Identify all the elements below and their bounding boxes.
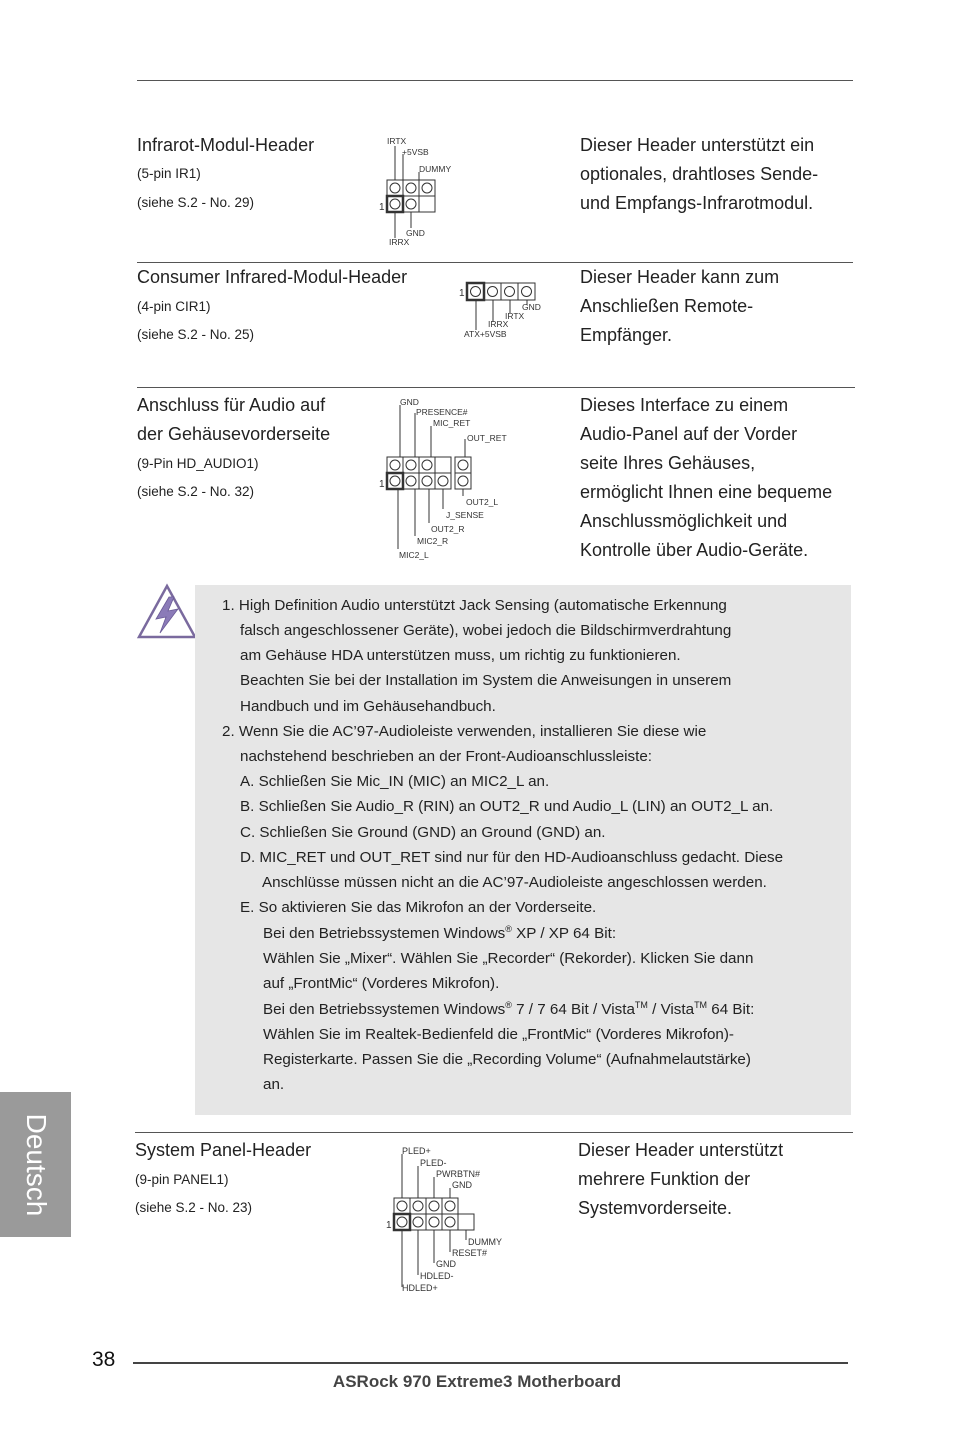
note-line: 1. High Definition Audio unterstützt Jack Sensing (automatische Erkennung: [222, 597, 727, 614]
ir-header-pins: (5-pin IR1): [137, 166, 201, 181]
cir-header-pins: (4-pin CIR1): [137, 299, 211, 314]
svg-text:MIC2_R: MIC2_R: [417, 536, 449, 546]
ir-header-ref: (siehe S.2 - No. 29): [137, 195, 255, 210]
language-side-tab: [0, 1092, 71, 1237]
note-line: E. So aktivieren Sie das Mikrofon an der Vorderseite.: [240, 899, 597, 916]
svg-text:GND: GND: [522, 302, 541, 312]
svg-text:OUT_RET: OUT_RET: [467, 433, 507, 443]
note-line: falsch angeschlossener Geräte), wobei jedoch die Bildschirmverdrahtung: [240, 622, 732, 639]
svg-text:GND: GND: [406, 228, 425, 238]
svg-text:RESET#: RESET#: [452, 1248, 488, 1258]
panel-header-title: System Panel-Header: [135, 1140, 312, 1160]
note-line: Beachten Sie bei der Installation im System die Anweisungen in unserem: [240, 672, 732, 689]
svg-text:+5VSB: +5VSB: [402, 147, 429, 157]
panel-header-description: Dieser Header unterstützt mehrere Funktion der Systemvorderseite.: [578, 1140, 784, 1218]
svg-text:OUT2_R: OUT2_R: [431, 524, 465, 534]
svg-text:HDLED-: HDLED-: [420, 1271, 454, 1281]
side-tab-label: Deutsch: [20, 1113, 52, 1216]
note-line: D. MIC_RET und OUT_RET sind nur für den HD-Audioanschluss gedacht. Diese: [240, 849, 784, 866]
svg-text:ATX+5VSB: ATX+5VSB: [464, 329, 507, 339]
note-line: Bei den Betriebssystemen Windows® 7 / 7 64 Bit / Vista™ / Vista™ 64 Bit:: [263, 1000, 755, 1019]
svg-text:1: 1: [459, 288, 465, 299]
audio-header-diagram: [375, 393, 525, 563]
note-line: A. Schließen Sie Mic_IN (MIC) an MIC2_L an.: [240, 773, 550, 790]
svg-text:1: 1: [379, 479, 385, 490]
svg-text:PLED-: PLED-: [420, 1158, 447, 1168]
note-line: Bei den Betriebssystemen Windows® XP / XP 64 Bit:: [263, 924, 617, 943]
svg-text:IRTX: IRTX: [505, 311, 525, 321]
audio-header-title: Anschluss für Audio auf: [137, 395, 326, 415]
svg-text:HDLED+: HDLED+: [402, 1283, 438, 1293]
svg-text:DUMMY: DUMMY: [419, 164, 452, 174]
svg-text:J_SENSE: J_SENSE: [446, 510, 484, 520]
audio-header-pins: (9-Pin HD_AUDIO1): [137, 456, 259, 471]
ir-header-diagram: [375, 132, 485, 252]
panel-header-ref: (siehe S.2 - No. 23): [135, 1200, 253, 1215]
footer-title: ASRock 970 Extreme3 Motherboard: [332, 1372, 622, 1391]
note-line: Anschlüsse müssen nicht an die AC’97-Audioleiste angeschlossen werden.: [262, 874, 767, 891]
svg-text:PWRBTN#: PWRBTN#: [436, 1169, 481, 1179]
cir-header-title: Consumer Infrared-Modul-Header: [137, 267, 408, 287]
svg-text:IRRX: IRRX: [488, 319, 509, 329]
svg-text:1: 1: [379, 202, 385, 213]
svg-text:IRTX: IRTX: [387, 136, 407, 146]
note-line: 2. Wenn Sie die AC’97-Audioleiste verwenden, installieren Sie diese wie: [222, 723, 707, 740]
note-line: C. Schließen Sie Ground (GND) an Ground (GND) an.: [240, 824, 606, 841]
svg-text:PRESENCE#: PRESENCE#: [416, 407, 468, 417]
ir-header-title: Infrarot-Modul-Header: [137, 135, 315, 155]
svg-text:GND: GND: [436, 1259, 456, 1269]
note-line: am Gehäuse HDA unterstützen muss, um richtig zu funktionieren.: [240, 647, 681, 664]
panel-header-diagram: [380, 1140, 520, 1295]
note-line: Handbuch und im Gehäusehandbuch.: [240, 698, 496, 715]
svg-text:GND: GND: [400, 397, 419, 407]
warning-lightning-icon: [136, 583, 198, 641]
divider-2: [137, 387, 855, 388]
audio-header-ref: (siehe S.2 - No. 32): [137, 484, 255, 499]
cir-header-diagram: [455, 278, 550, 344]
svg-text:PLED+: PLED+: [402, 1146, 431, 1156]
audio-header-title-line2: der Gehäusevorderseite: [137, 424, 331, 444]
svg-text:DUMMY: DUMMY: [468, 1237, 502, 1247]
cir-header-ref: (siehe S.2 - No. 25): [137, 327, 255, 342]
cir-header-description: Dieser Header kann zum Anschließen Remote- Empfänger.: [580, 267, 780, 345]
svg-text:OUT2_L: OUT2_L: [466, 497, 499, 507]
svg-text:GND: GND: [452, 1180, 472, 1190]
audio-header-description: Dieses Interface zu einem Audio-Panel auf der Vorder seite Ihres Gehäuses, ermöglicht Ihnen eine bequeme Anschlussmöglichkeit und Kontrolle über Audio-Geräte.: [580, 395, 833, 560]
svg-text:MIC2_L: MIC2_L: [399, 550, 429, 560]
note-line: Wählen Sie „Mixer“. Wählen Sie „Recorder“ (Rekorder). Klicken Sie dann: [263, 950, 754, 967]
note-line: B. Schließen Sie Audio_R (RIN) an OUT2_R und Audio_L (LIN) an OUT2_L an.: [240, 798, 774, 815]
top-rule: [137, 80, 853, 81]
svg-text:IRRX: IRRX: [389, 237, 410, 247]
page-number: 38: [92, 1348, 116, 1371]
ir-header-description: Dieser Header unterstützt ein optionales, drahtloses Sende- und Empfangs-Infrarotmodul.: [580, 135, 819, 213]
note-line: Wählen Sie im Realtek-Bedienfeld die „FrontMic“ (Vorderes Mikrofon)-: [263, 1026, 734, 1043]
panel-header-pins: (9-pin PANEL1): [135, 1172, 229, 1187]
note-line: Registerkarte. Passen Sie die „Recording Volume“ (Aufnahmelautstärke): [263, 1051, 751, 1068]
note-line: auf „FrontMic“ (Vorderes Mikrofon).: [263, 975, 500, 992]
svg-text:1: 1: [386, 1220, 392, 1231]
divider-3: [135, 1132, 853, 1133]
note-line: an.: [263, 1076, 285, 1093]
note-line: nachstehend beschrieben an der Front-Audioanschlussleiste:: [240, 748, 653, 765]
svg-text:MIC_RET: MIC_RET: [433, 418, 471, 428]
footer-rule: [133, 1362, 848, 1364]
